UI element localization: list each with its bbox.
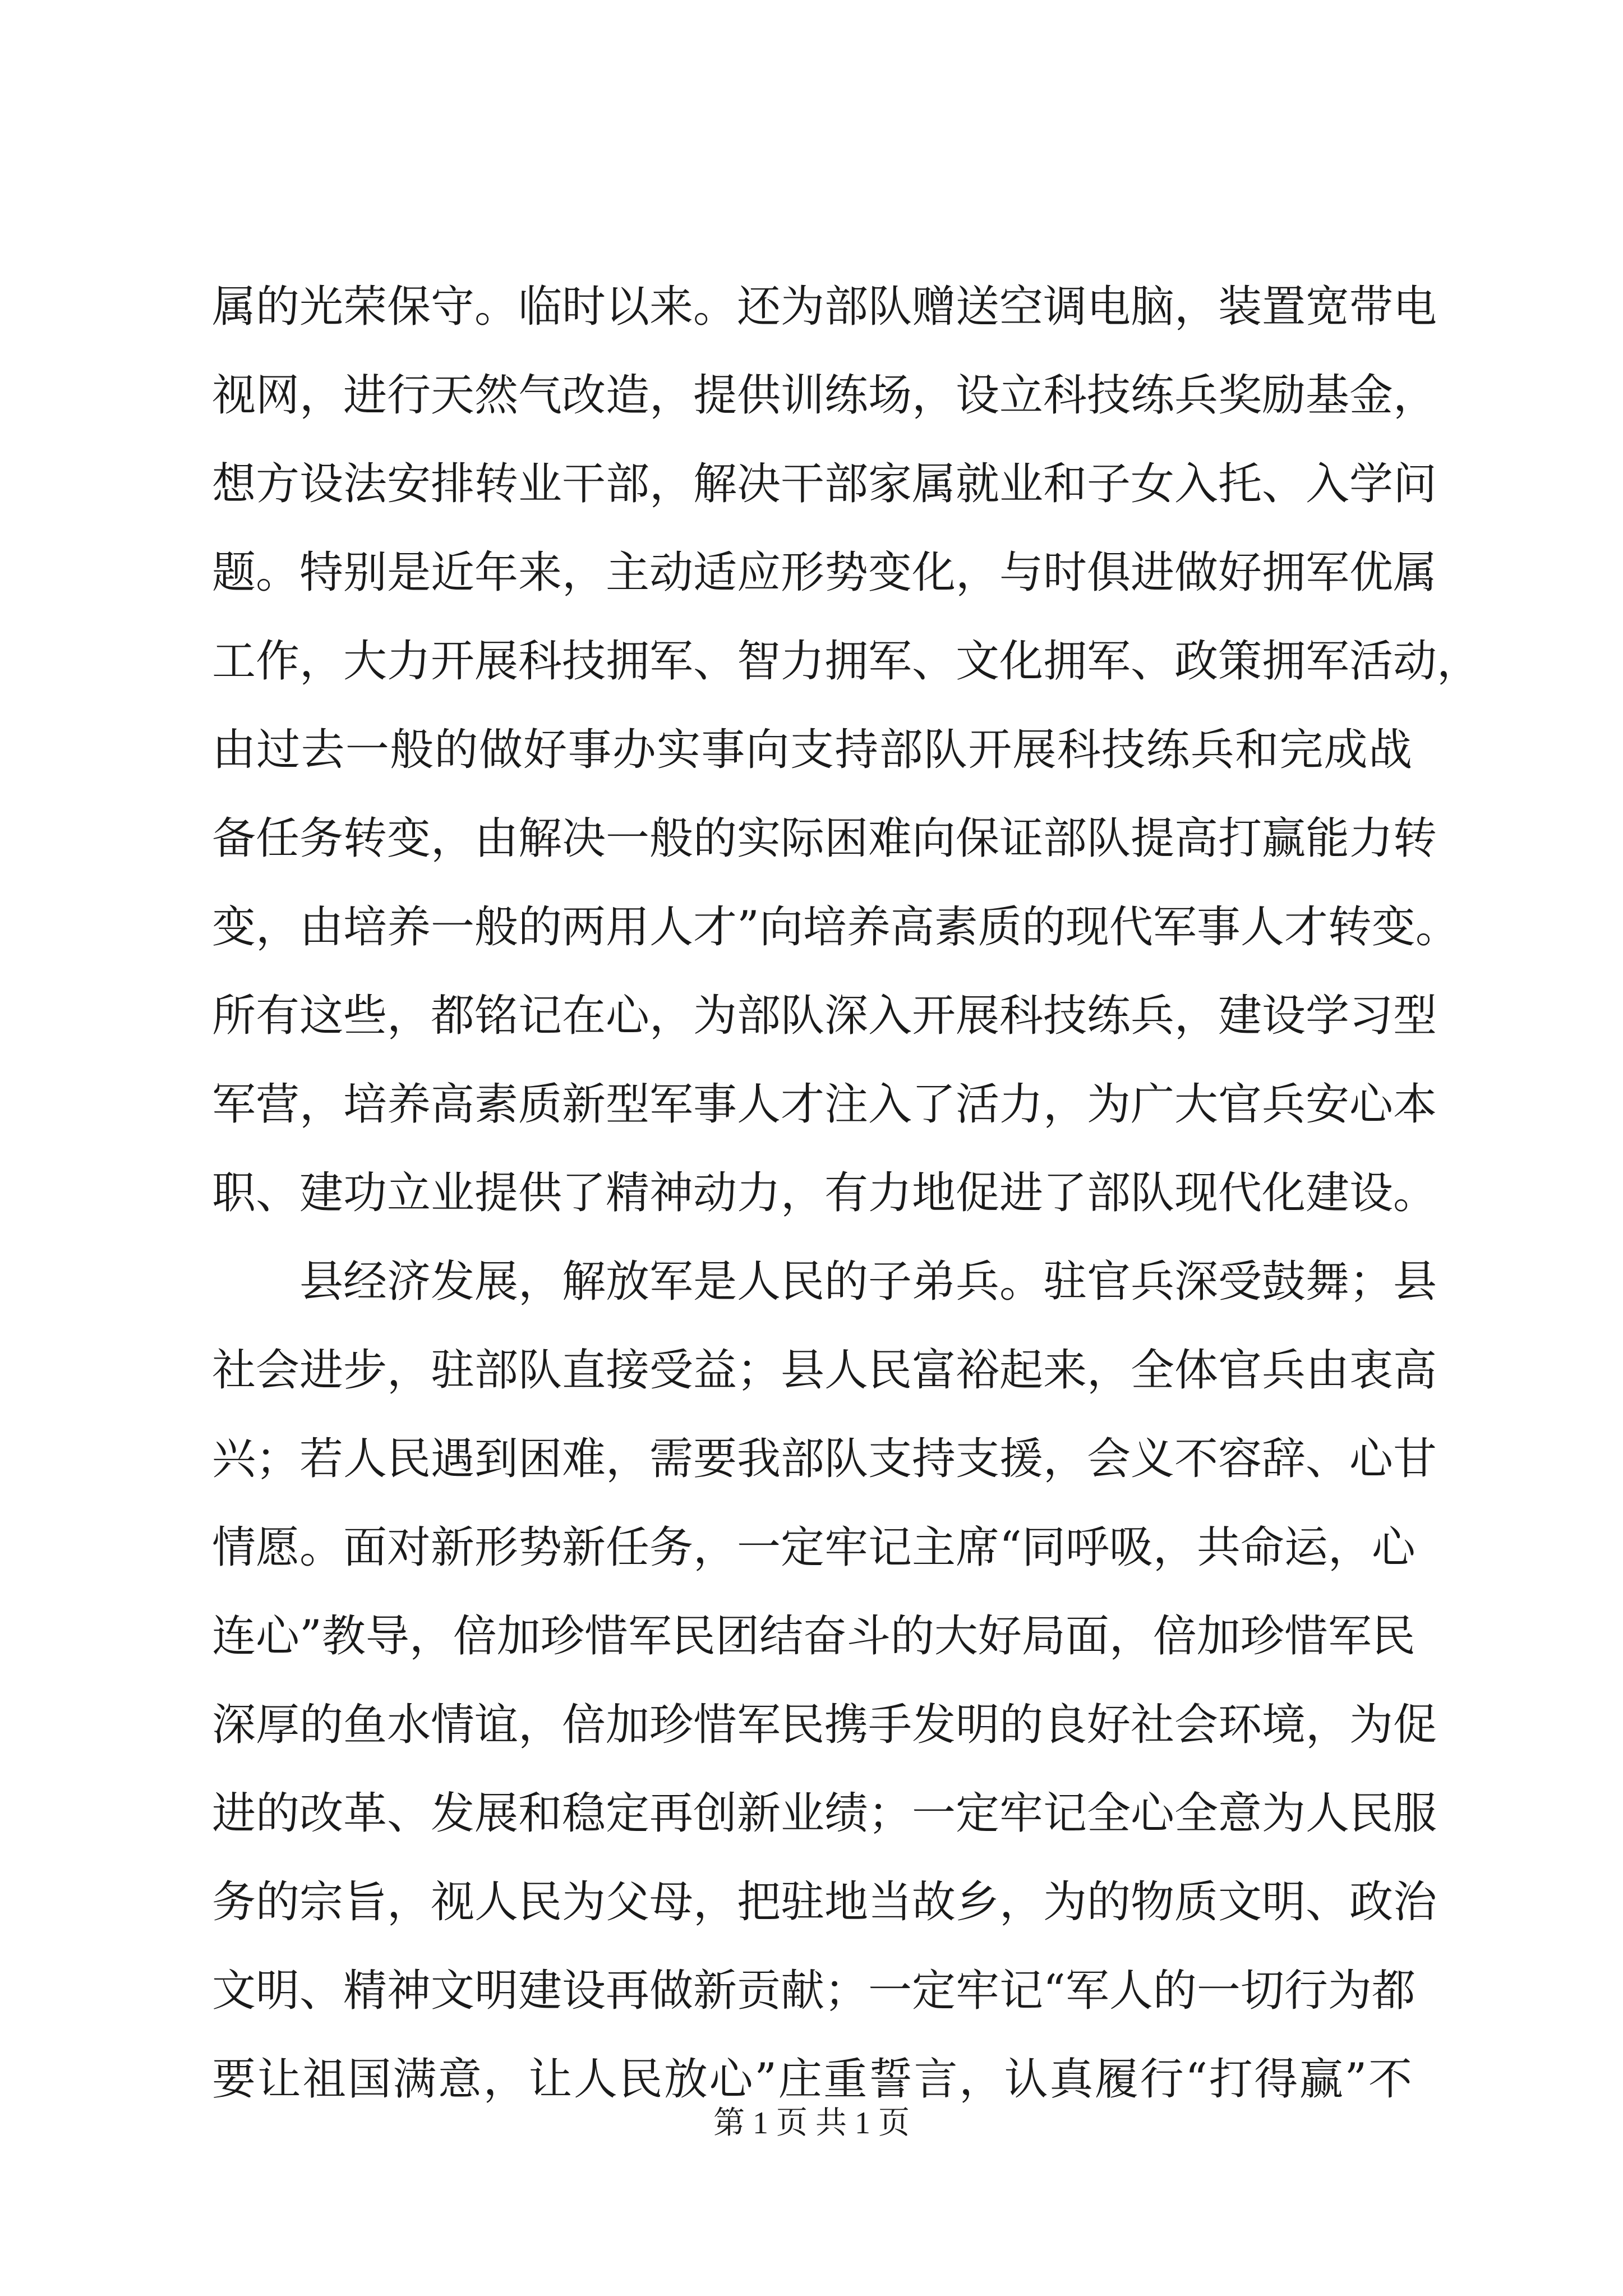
paragraph-2-line: 进的改革、发展和稳定再创新业绩；一定牢记全心全意为人民服 <box>212 1788 1437 1839</box>
paragraph-2-line: 连心”教导，倍加珍惜军民团结奋斗的大好局面，倍加珍惜军民 <box>212 1611 1415 1662</box>
paragraph-2-line: 社会进步，驻部队直接受益；县人民富裕起来，全体官兵由衷高 <box>212 1345 1437 1396</box>
paragraph-2-line: 情愿。面对新形势新任务，一定牢记主席“同呼吸，共命运，心 <box>212 1522 1415 1573</box>
paragraph-1-line: 题。特别是近年来，主动适应形势变化，与时俱进做好拥军优属 <box>212 547 1437 598</box>
page-number-footer: 第 1 页 共 1 页 <box>713 2106 910 2141</box>
paragraph-2-line: 兴；若人民遇到困难，需要我部队支持支援，会义不容辞、心甘 <box>212 1434 1437 1484</box>
paragraph-1-line: 备任务转变，由解决一般的实际困难向保证部队提高打赢能力转 <box>212 813 1437 864</box>
paragraph-2-line: 文明、精神文明建设再做新贡献；一定牢记“军人的一切行为都 <box>212 1966 1415 2016</box>
paragraph-2-line: 深厚的鱼水情谊，倍加珍惜军民携手发明的良好社会环境，为促 <box>212 1700 1437 1750</box>
paragraph-2-line: 务的宗旨，视人民为父母，把驻地当故乡，为的物质文明、政治 <box>212 1877 1437 1927</box>
paragraph-1-line: 属的光荣保守。临时以来。还为部队赠送空调电脑，装置宽带电 <box>212 282 1437 332</box>
paragraph-1-line: 工作，大力开展科技拥军、智力拥军、文化拥军、政策拥军活动， <box>212 636 1481 687</box>
paragraph-2-line: 要让祖国满意，让人民放心”庄重誓言，认真履行“打得赢”不 <box>212 2054 1412 2105</box>
body-text <box>212 263 1481 2124</box>
paragraph-1-line: 军营，培养高素质新型军事人才注入了活力，为广大官兵安心本 <box>212 1079 1437 1130</box>
paragraph-1-line: 视网，进行天然气改造，提供训练场，设立科技练兵奖励基金， <box>212 370 1437 421</box>
paragraph-1-line: 所有这些，都铭记在心，为部队深入开展科技练兵，建设学习型 <box>212 991 1437 1041</box>
paragraph-1-line: 变，由培养一般的两用人才”向培养高素质的现代军事人才转变。 <box>212 902 1459 953</box>
paragraph-1-line: 职、建功立业提供了精神动力，有力地促进了部队现代化建设。 <box>212 1168 1437 1218</box>
paragraph-1-line: 想方设法安排转业干部，解决干部家属就业和子女入托、入学问 <box>212 459 1437 509</box>
paragraph-2-line: 县经济发展，解放军是人民的子弟兵。驻官兵深受鼓舞；县 <box>299 1257 1437 1307</box>
paragraph-1-line: 由过去一般的做好事办实事向支持部队开展科技练兵和完成战 <box>212 725 1412 775</box>
